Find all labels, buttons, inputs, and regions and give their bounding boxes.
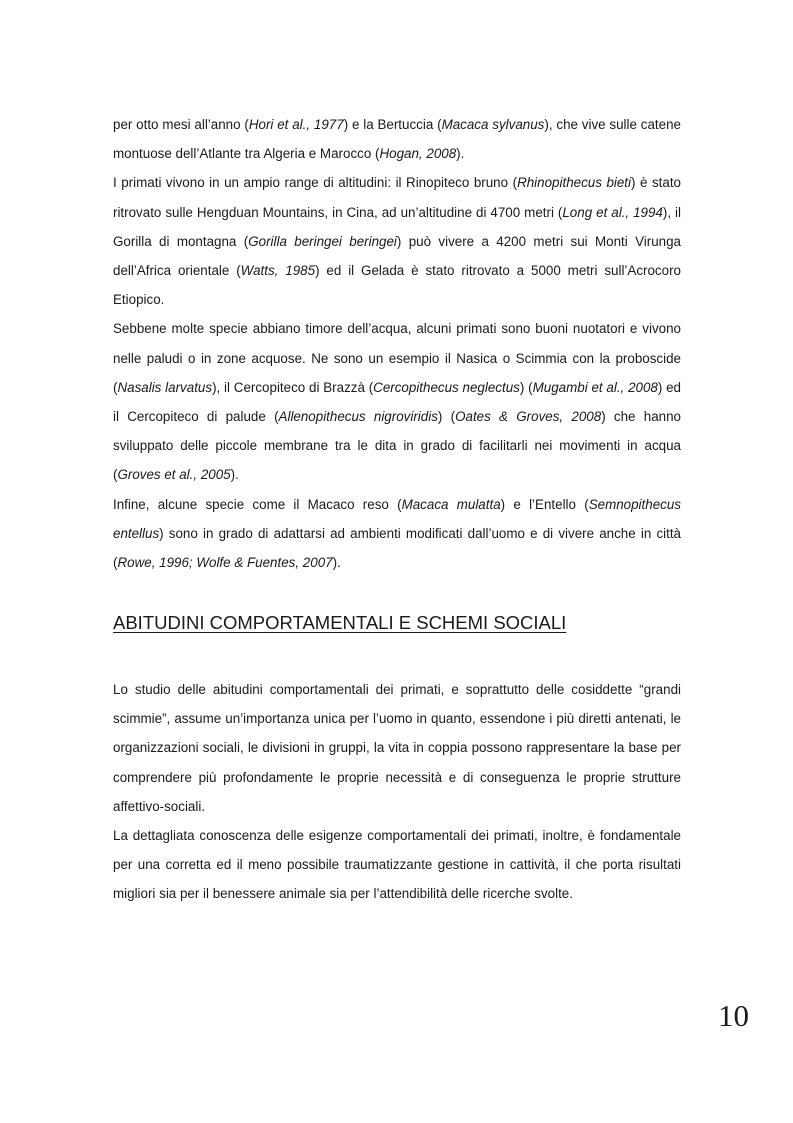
text-run: ) può vivere a 4200 metri sui Monti Virunga dell’Africa orientale ( <box>113 233 682 279</box>
italic-citation: Macaca mulatta <box>401 496 501 512</box>
paragraph-behaviour-captivity: La dettagliata conoscenza delle esigenze comportamentali dei primati, inoltre, è fondamentale per una corretta ed il meno possibile traumatizzante gestione in cattività, il che porta risultati migliori sia per il benessere animale sia per l’attendibilità delle ricerche svolte. <box>113 828 681 902</box>
text-run: ). <box>456 146 465 162</box>
paragraph-altitude-range <box>113 168 681 314</box>
text-run: ) e la Bertuccia ( <box>343 117 442 132</box>
text-run: ), il Cercopiteco di Brazzà ( <box>212 379 374 395</box>
paragraph-behaviour-study: Lo studio delle abitudini comportamentali dei primati, e soprattutto delle cosiddette “grandi scimmie”, assume un’importanza unica per l’uomo in quanto, essendone i più diretti antenati, le organizzazioni sociali, le divisioni in gruppi, la vita in coppia possono rappresentare la base per comprendere più profondamente le proprie necessità e di conseguenza le proprie strutture affettivo-sociali. <box>113 682 681 814</box>
text-run: ) sono in grado di adattarsi ad ambienti modificati dall’uomo e di vivere anche in città ( <box>113 525 681 571</box>
text-run: ), che vive sulle catene montuose dell’Atlante tra Algeria e Marocco ( <box>113 117 681 162</box>
body-text-section-habitat <box>113 110 681 577</box>
paragraph-urban-primates <box>113 490 681 578</box>
text-run: ). <box>230 467 239 483</box>
italic-citation: Semnopithecus entellus <box>113 496 681 541</box>
italic-citation: Hori et al., 1977 <box>248 117 344 132</box>
text-run: I primati vivono in un ampio range di altitudini: il Rinopiteco bruno ( <box>113 175 518 191</box>
italic-citation: Hogan, 2008 <box>379 146 457 162</box>
italic-citation: Macaca sylvanus <box>441 117 545 132</box>
italic-citation: Watts, 1985 <box>240 263 316 279</box>
text-run: ), il Gorilla di montagna ( <box>113 204 681 249</box>
text-run: ) ( <box>519 379 533 395</box>
text-run: Sebbene molte specie abbiano timore dell’acqua, alcuni primati sono buoni nuotatori e vivono nelle paludi o in zone acquose. Ne sono un esempio il Nasica o Scimmia con la proboscide ( <box>113 321 681 395</box>
italic-citation: Nasalis larvatus <box>117 379 213 395</box>
text-run: ) è stato ritrovato sulle Hengduan Mountains, in Cina, ad un’altitudine di 4700 metri ( <box>113 175 681 220</box>
italic-citation: Rhinopithecus bieti <box>517 175 632 191</box>
text-run: ) ed il Cercopiteco di palude ( <box>113 379 682 425</box>
text-run: ). <box>332 555 341 571</box>
text-run: ) ed il Gelada è stato ritrovato a 5000 metri sull’Acrocoro Etiopico. <box>113 263 681 308</box>
text-run: per otto mesi all’anno ( <box>113 117 249 132</box>
page-number: 10 <box>718 998 749 1033</box>
italic-citation: Mugambi et al., 2008 <box>532 379 658 395</box>
text-run: Infine, alcune specie come il Macaco reso ( <box>113 496 402 512</box>
italic-citation: Oates & Groves, 2008 <box>455 409 602 425</box>
text-run: ) che hanno sviluppato delle piccole membrane tra le dita in grado di facilitarli nei movimenti in acqua ( <box>113 409 681 483</box>
italic-citation: Groves et al., 2005 <box>117 467 231 483</box>
body-text-section-behaviour <box>113 675 681 909</box>
text-run: ) e l’Entello ( <box>500 496 589 512</box>
italic-citation: Cercopithecus neglectus <box>373 379 520 395</box>
italic-citation: Long et al., 1994 <box>562 204 663 220</box>
text-run: ) ( <box>437 409 456 425</box>
paragraph-altitude-intro <box>113 110 681 168</box>
italic-citation: Rowe, 1996; Wolfe & Fuentes, 2007 <box>117 555 333 571</box>
section-heading: ABITUDINI COMPORTAMENTALI E SCHEMI SOCIALI <box>113 612 567 633</box>
paragraph-aquatic-primates <box>113 314 681 489</box>
italic-citation: Allenopithecus nigroviridis <box>278 409 438 425</box>
italic-citation: Gorilla beringei beringei <box>248 233 397 249</box>
